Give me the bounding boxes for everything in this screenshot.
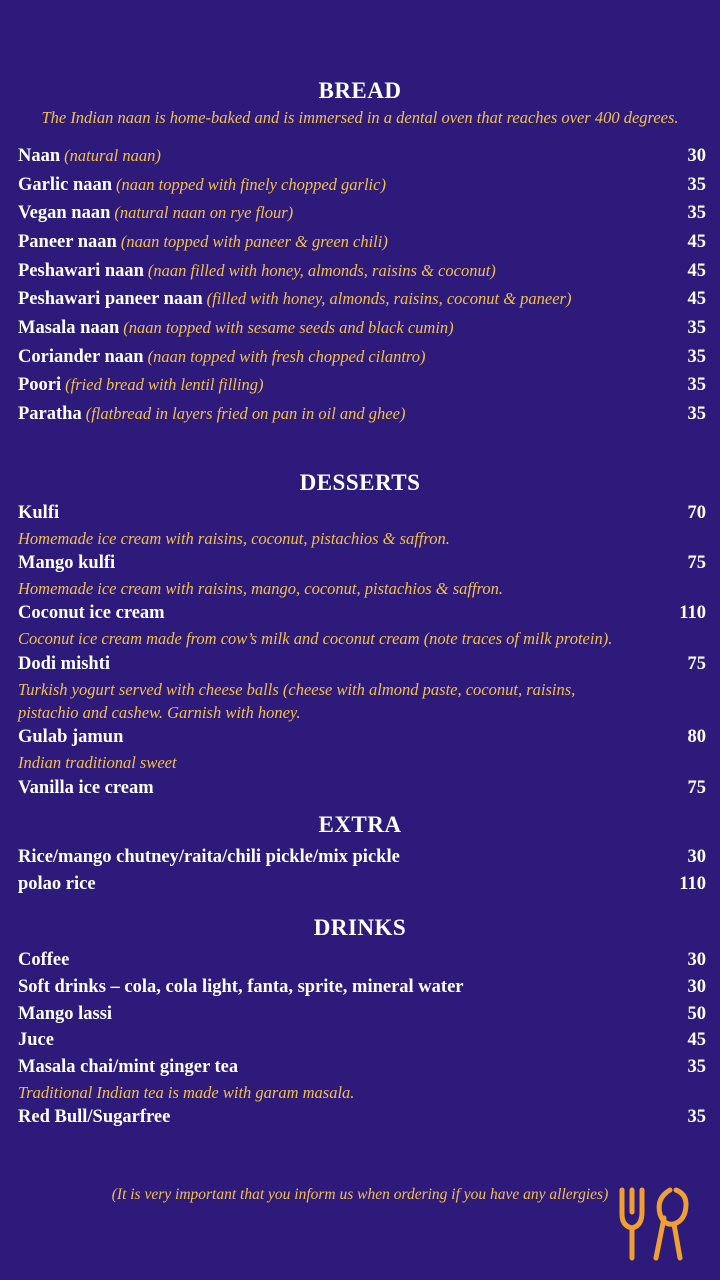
bread-item-list (0, 142, 720, 429)
item-name: Red Bull/Sugarfree (18, 1107, 171, 1128)
list-item (0, 1001, 720, 1028)
item-price: 35 (687, 1057, 706, 1078)
item-name: polao rice (18, 873, 96, 894)
item-name: Coconut ice cream (18, 603, 165, 624)
list-item (0, 1027, 720, 1054)
list-item (0, 974, 720, 1001)
list-item (0, 400, 720, 429)
item-price: 30 (687, 847, 706, 867)
list-item (0, 199, 720, 228)
section-drinks (0, 915, 720, 1131)
item-price: 70 (687, 503, 706, 523)
item-name: Masala naan (18, 318, 120, 339)
section-note-bread: The Indian naan is home-baked and is immersed in a dental oven that reaches over 400 degrees. (41, 108, 679, 127)
list-item (0, 1054, 720, 1081)
desserts-item-list (0, 500, 720, 801)
item-desc: (naan topped with sesame seeds and black cumin) (123, 318, 454, 338)
item-name: Coffee (18, 950, 70, 970)
list-item (0, 844, 720, 871)
item-name: Vegan naan (18, 203, 111, 224)
item-name: Mango lassi (18, 1003, 113, 1024)
item-price: 75 (687, 553, 706, 574)
list-item (0, 228, 720, 257)
item-name: Kulfi (18, 503, 60, 523)
section-title-extra: EXTRA (318, 812, 402, 837)
item-price: 35 (687, 318, 706, 339)
item-desc: Homemade ice cream with raisins, coconut, pistachios & saffron. (18, 528, 450, 548)
list-item (0, 343, 720, 372)
item-name: Paneer naan (18, 232, 117, 253)
item-name: Paratha (18, 404, 82, 425)
item-price: 35 (687, 346, 706, 367)
item-price: 35 (687, 203, 706, 224)
item-desc: (natural naan) (64, 146, 161, 165)
drinks-item-list (0, 947, 720, 1131)
item-name: Naan (18, 146, 61, 166)
section-title-bread: BREAD (318, 78, 402, 103)
item-desc: (naan topped with paneer & green chili) (120, 232, 388, 252)
item-name: Poori (18, 375, 62, 396)
item-name: Peshawari naan (18, 260, 144, 281)
item-name: Soft drinks – cola, cola light, fanta, sprite, mineral water (18, 976, 464, 997)
item-price: 110 (679, 603, 706, 624)
item-desc: (naan topped with finely chopped garlic) (116, 174, 386, 194)
item-name: Masala chai/mint ginger tea (18, 1057, 239, 1078)
item-desc: Coconut ice cream made from cow’s milk and coconut cream (note traces of milk protein). (18, 629, 613, 649)
item-name: Vanilla ice cream (18, 777, 154, 798)
item-name: Garlic naan (18, 174, 113, 195)
list-item (0, 171, 720, 200)
item-price: 35 (687, 404, 706, 425)
list-item (0, 600, 720, 627)
item-price: 75 (687, 653, 706, 674)
item-price: 80 (687, 727, 706, 748)
item-desc: (natural naan on rye flour) (114, 203, 294, 223)
list-item (0, 257, 720, 286)
section-title-drinks: DRINKS (313, 915, 407, 940)
item-name: Rice/mango chutney/raita/chili pickle/mix pickle (18, 847, 400, 867)
item-price: 50 (687, 1003, 706, 1024)
item-price: 45 (687, 1030, 706, 1051)
item-price: 30 (687, 950, 706, 970)
list-item (0, 947, 720, 974)
item-price: 45 (687, 289, 706, 310)
list-item (0, 724, 720, 751)
item-name: Coriander naan (18, 346, 144, 367)
item-name: Mango kulfi (18, 553, 116, 574)
item-price: 45 (687, 260, 706, 281)
item-desc: Homemade ice cream with raisins, mango, coconut, pistachios & saffron. (18, 579, 504, 599)
allergy-note: (It is very important that you inform us when ordering if you have any allergies) (111, 1186, 609, 1203)
list-item (0, 142, 720, 171)
item-name: Gulab jamun (18, 727, 124, 748)
item-price: 75 (687, 777, 706, 798)
section-extra (0, 812, 720, 898)
item-price: 35 (687, 1107, 706, 1128)
item-desc: (filled with honey, almonds, raisins, coconut & paneer) (206, 289, 572, 309)
item-desc: (naan topped with fresh chopped cilantro) (147, 346, 426, 366)
item-desc: (flatbread in layers fried on pan in oil and ghee) (85, 404, 406, 424)
list-item (0, 314, 720, 343)
item-desc: (naan filled with honey, almonds, raisins & coconut) (147, 260, 496, 280)
extra-item-list (0, 844, 720, 898)
item-price: 45 (687, 232, 706, 253)
list-item (0, 871, 720, 898)
list-item (0, 500, 720, 527)
item-desc: Indian traditional sweet (18, 753, 177, 773)
section-bread (0, 78, 720, 429)
fork-and-spoon-logo (612, 1184, 696, 1262)
section-desserts (0, 470, 720, 801)
item-price: 30 (687, 976, 706, 997)
list-item (0, 775, 720, 802)
item-desc: Turkish yogurt served with cheese balls (cheese with almond paste, coconut, raisins, (18, 679, 576, 699)
item-price: 110 (679, 873, 706, 894)
item-desc: (fried bread with lentil filling) (65, 375, 264, 395)
item-price: 35 (687, 375, 706, 396)
list-item (0, 285, 720, 314)
item-price: 30 (687, 146, 706, 166)
list-item (0, 1104, 720, 1131)
list-item (0, 550, 720, 577)
section-title-desserts: DESSERTS (299, 470, 421, 495)
item-desc: pistachio and cashew. Garnish with honey. (18, 702, 301, 722)
item-name: Peshawari paneer naan (18, 289, 203, 310)
item-desc: Traditional Indian tea is made with garam masala. (18, 1083, 355, 1103)
item-price: 35 (687, 174, 706, 195)
list-item (0, 371, 720, 400)
list-item (0, 651, 720, 678)
item-name: Juce (18, 1030, 54, 1051)
item-name: Dodi mishti (18, 653, 111, 674)
